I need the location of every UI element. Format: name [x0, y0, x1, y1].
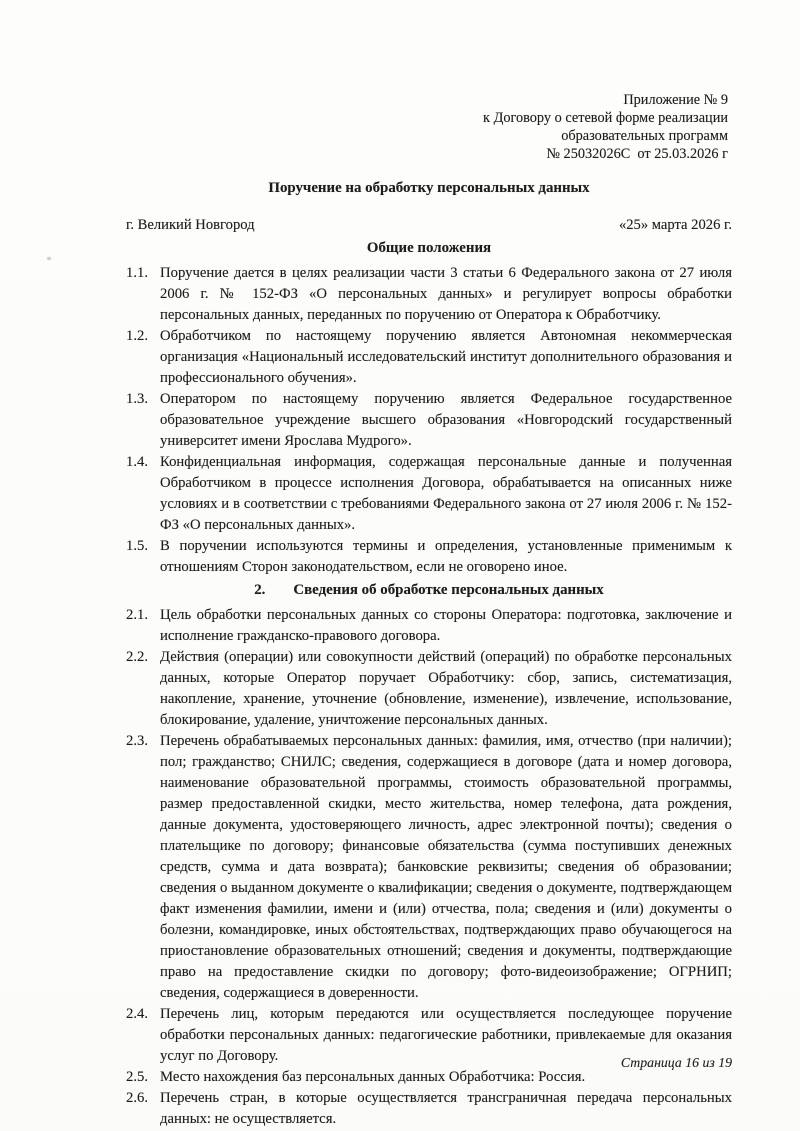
list-item-number: 1.1. — [126, 265, 149, 281]
date-label: «25» марта 2026 г. — [618, 217, 732, 233]
list-item-number: 2.3. — [126, 733, 149, 749]
list-item — [126, 536, 732, 578]
appendix-line: к Договору о сетевой форме реализации — [483, 110, 728, 126]
list-item-text: Поручение дается в целях реализации части 3 статьи 6 Федерального закона от 27 июля 2006 г. № 152-ФЗ «О персональных данных» и регулирует вопросы обработки персональных данных, переданных по поручению от Оператора к Обработчику. — [160, 265, 732, 323]
document-title: Поручение на обработку персональных данных — [268, 180, 590, 196]
list-item-number: 1.5. — [126, 538, 149, 554]
appendix-header — [126, 91, 728, 163]
list-item-text: Перечень лиц, которым передаются или осуществляется последующее поручение обработки персональных данных: педагогические работники, привлекаемые для оказания услуг по Договору. — [160, 1006, 732, 1064]
section-heading-text: Сведения об обработке персональных данных — [293, 582, 604, 598]
list-item-number: 2.2. — [126, 649, 149, 665]
section-general-heading — [126, 238, 732, 259]
section-processing-items — [126, 605, 732, 1130]
list-item-text: Перечень обрабатываемых персональных данных: фамилия, имя, отчество (при наличии); пол; гражданство; СНИЛС; сведения, содержащиеся в договоре (дата и номер договора, наименование образовательной программы, стоимость образовательной программы, размер предоставленной скидки, место жительства, номер телефона, дата рождения, данные документа, удостоверяющего личность, адрес электронной почты); сведения о плательщике по договору; финансовые обязательства (сумма поступивших денежных средств, сумма и дата возврата); банковские реквизиты; сведения об образовании; сведения о выданном документе о квалификации; сведения о документе, подтверждающем факт изменения фамилии, имени и (или) отчества, пола; сведения и (или) документы о болезни, командировке, иных обстоятельствах, подтверждающих право обучающегося на приостановление образовательных отношений; сведения и документы, подтверждающие право на предоставление скидки по договору; фото-видеоизображение; ОГРНИП; сведения, содержащиеся в доверенности. — [160, 733, 732, 1001]
section-general-items — [126, 263, 732, 578]
place-date-row — [126, 215, 732, 236]
list-item-number: 2.4. — [126, 1006, 149, 1022]
page-number: Страница 16 из 19 — [620, 1055, 732, 1070]
scan-speck — [47, 257, 51, 260]
list-item-text: Цель обработки персональных данных со стороны Оператора: подготовка, заключение и исполнение гражданско-правового договора. — [160, 607, 732, 644]
appendix-line: Приложение № 9 — [623, 92, 728, 108]
list-item-number: 2.1. — [126, 607, 149, 623]
appendix-line: № 25032026С от 25.03.2026 г — [546, 146, 728, 162]
list-item — [126, 1088, 732, 1130]
list-item-number: 2.5. — [126, 1069, 149, 1085]
list-item-text: Действия (операции) или совокупности действий (операций) по обработке персональных данных, которые Оператор поручает Обработчику: сбор, запись, систематизация, накопление, хранение, уточнение (обновление, изменение), извлечение, использование, блокирование, удаление, уничтожение персональных данных. — [160, 649, 732, 728]
list-item-number: 1.3. — [126, 391, 149, 407]
list-item-text: Оператором по настоящему поручению является Федеральное государственное образовательное учреждение высшего образования «Новгородский государственный университет имени Ярослава Мудрого». — [160, 391, 732, 449]
list-item-text: Перечень стран, в которые осуществляется трансграничная передача персональных данных: не осуществляется. — [160, 1090, 732, 1127]
list-item-number: 1.4. — [126, 454, 149, 470]
list-item — [126, 605, 732, 647]
list-item — [126, 647, 732, 731]
appendix-line: образовательных программ — [561, 128, 728, 144]
list-item-text: Конфиденциальная информация, содержащая персональные данные и полученная Обработчиком в процессе исполнения Договора, обрабатывается на описанных ниже условиях и в соответствии с требованиями Федерального закона от 27 июля 2006 г. № 152-ФЗ «О персональных данных». — [160, 454, 732, 533]
list-item — [126, 326, 732, 389]
section-processing — [126, 580, 732, 1130]
section-processing-heading — [126, 580, 732, 601]
place-label: г. Великий Новгород — [126, 217, 255, 233]
list-item — [126, 731, 732, 1004]
list-item-text: Место нахождения баз персональных данных Обработчика: Россия. — [160, 1069, 586, 1085]
list-item-text: В поручении используются термины и определения, установленные применимым к отношениям Сторон законодательством, если не оговорено иное. — [160, 538, 732, 575]
list-item — [126, 452, 732, 536]
list-item — [126, 263, 732, 326]
section-general — [126, 238, 732, 578]
list-item-text: Обработчиком по настоящему поручению является Автономная некоммерческая организация «Национальный исследовательский институт дополнительного образования и профессионального обучения». — [160, 328, 732, 386]
list-item-number: 2.6. — [126, 1090, 149, 1106]
section-number: 2. — [254, 582, 266, 598]
list-item — [126, 389, 732, 452]
section-heading-text: Общие положения — [366, 240, 492, 256]
list-item-number: 1.2. — [126, 328, 149, 344]
